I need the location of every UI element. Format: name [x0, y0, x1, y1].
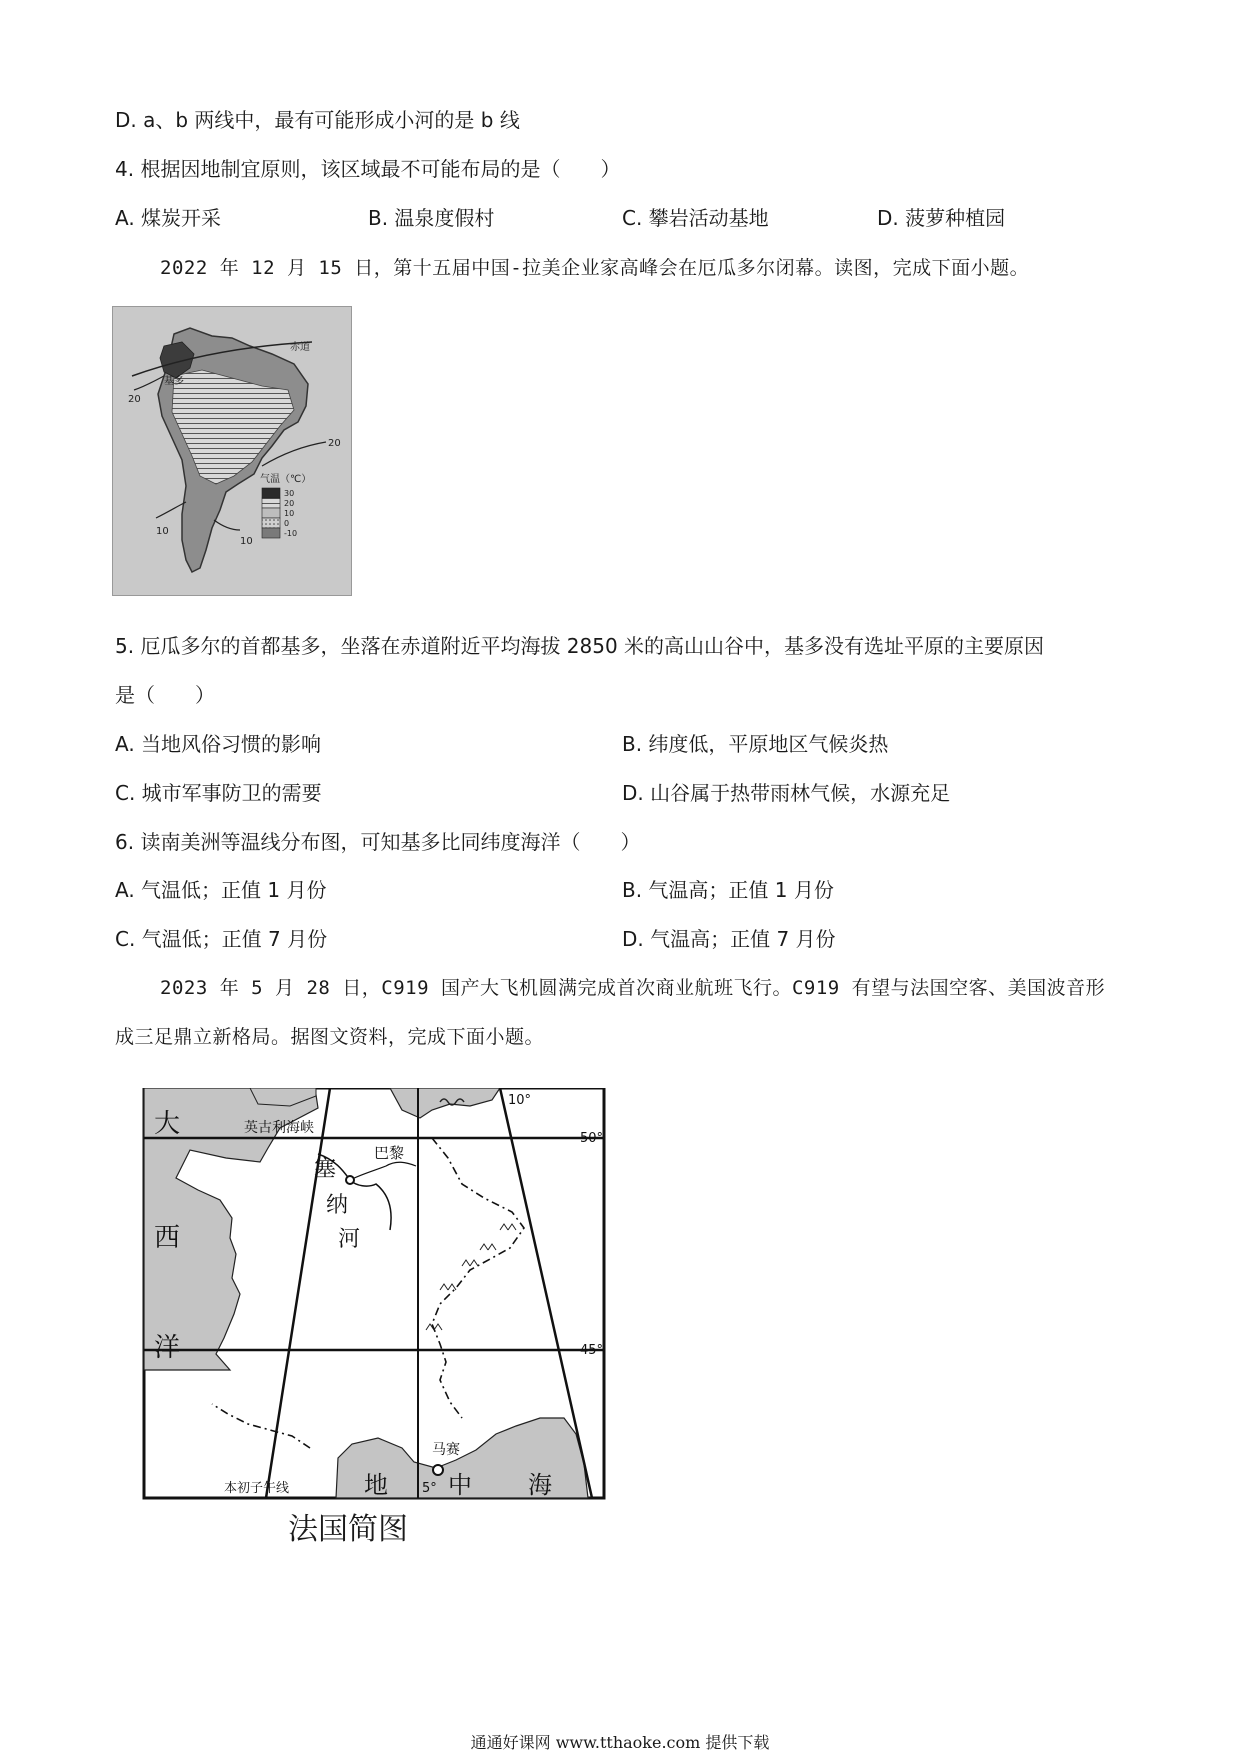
q6-stem: 6. 读南美洲等温线分布图，可知基多比同纬度海洋（ ） [115, 830, 641, 854]
mediterranean-label-1: 地 [364, 1471, 388, 1499]
q6-option-c: C. 气温低；正值 7 月份 [115, 927, 328, 951]
prime-meridian-label: 本初子午线 [224, 1481, 290, 1496]
legend-swatch-20 [262, 498, 280, 508]
paris-marker [346, 1176, 354, 1184]
q3-option-d: D. a、b 两线中，最有可能形成小河的是 b 线 [115, 108, 520, 132]
q4-option-a: A. 煤炭开采 [115, 206, 222, 230]
footer-suffix: 提供下载 [705, 1733, 770, 1752]
q5-option-c: C. 城市军事防卫的需要 [115, 781, 322, 805]
q6-option-a: A. 气温低；正值 1 月份 [115, 878, 327, 902]
temperature-legend [262, 488, 297, 538]
q5-option-b: B. 纬度低，平原地区气候炎热 [622, 732, 889, 756]
seine-label-3: 河 [338, 1227, 361, 1252]
seine-label-2: 纳 [326, 1193, 349, 1218]
legend-value-10: 10 [284, 509, 295, 518]
legend-swatch-30 [262, 488, 280, 498]
q4-option-b: B. 温泉度假村 [368, 206, 495, 230]
paris-label: 巴黎 [374, 1144, 405, 1162]
legend-value-0: 0 [284, 519, 290, 528]
longitude-label-10: 10° [508, 1093, 532, 1108]
q4-option-c: C. 攀岩活动基地 [622, 206, 769, 230]
footer-site-name: 通通好课网 [470, 1733, 551, 1752]
legend-value-minus10: -10 [284, 529, 298, 538]
legend-value-20: 20 [284, 499, 295, 508]
seine-label-1: 塞 [314, 1157, 337, 1182]
footer-url[interactable]: www.tthaoke.com [555, 1733, 701, 1752]
english-channel-label: 英古利海峡 [244, 1120, 314, 1136]
q4-option-d: D. 菠萝种植园 [877, 206, 1006, 230]
intro-paragraph-1: 2022 年 12 月 15 日，第十五届中国-拉美企业家高峰会在厄瓜多尔闭幕。读图，完成下面小题。 [160, 257, 1030, 279]
q4-stem: 4. 根据因地制宜原则，该区域最不可能布局的是（ ） [115, 157, 621, 181]
isotherm-label-10-east: 10 [240, 536, 253, 547]
marseille-marker [433, 1465, 443, 1475]
q6-option-b: B. 气温高；正值 1 月份 [622, 878, 834, 902]
atlantic-label-2: 西 [154, 1223, 181, 1253]
legend-value-30: 30 [284, 489, 295, 498]
atlantic-label-1: 大 [154, 1109, 181, 1139]
intro-paragraph-2-line-2: 成三足鼎立新格局。据图文资料，完成下面小题。 [115, 1026, 545, 1048]
quito-label: 基多 [164, 376, 184, 387]
france-map-caption: 法国简图 [288, 1512, 408, 1547]
q5-stem-line-2: 是（ ） [115, 683, 215, 707]
atlantic-label-3: 洋 [154, 1333, 181, 1363]
isotherm-label-20-west: 20 [128, 394, 141, 405]
isotherm-label-10-west: 10 [156, 526, 169, 537]
legend-swatch-0 [262, 518, 280, 528]
q5-option-a: A. 当地风俗习惯的影响 [115, 732, 322, 756]
equator-label: 赤道 [290, 342, 310, 353]
q5-stem-line-1: 5. 厄瓜多尔的首都基多，坐落在赤道附近平均海拔 2850 米的高山山谷中，基多没有选址平原的主要原因 [115, 634, 1045, 658]
legend-swatch-10 [262, 508, 280, 518]
mediterranean-label-2: 中 [448, 1471, 472, 1499]
mediterranean-label-3: 海 [528, 1471, 552, 1499]
legend-swatch-minus10 [262, 528, 280, 538]
latitude-label-50: 50° [580, 1131, 604, 1146]
legend-title: 气温（℃） [260, 474, 312, 485]
q6-option-d: D. 气温高；正值 7 月份 [622, 927, 836, 951]
south-america-isotherm-map [112, 306, 352, 596]
longitude-label-5: 5° [422, 1481, 437, 1496]
page-footer [0, 1734, 1240, 1752]
isotherm-label-20-east: 20 [328, 438, 341, 449]
france-sketch-map [140, 1088, 615, 1508]
intro-paragraph-2-line-1: 2023 年 5 月 28 日，C919 国产大飞机圆满完成首次商业航班飞行。C919 有望与法国空客、美国波音形 [160, 977, 1106, 999]
latitude-label-45: 45° [580, 1343, 604, 1358]
q5-option-d: D. 山谷属于热带雨林气候，水源充足 [622, 781, 951, 805]
marseille-label: 马赛 [432, 1442, 460, 1458]
